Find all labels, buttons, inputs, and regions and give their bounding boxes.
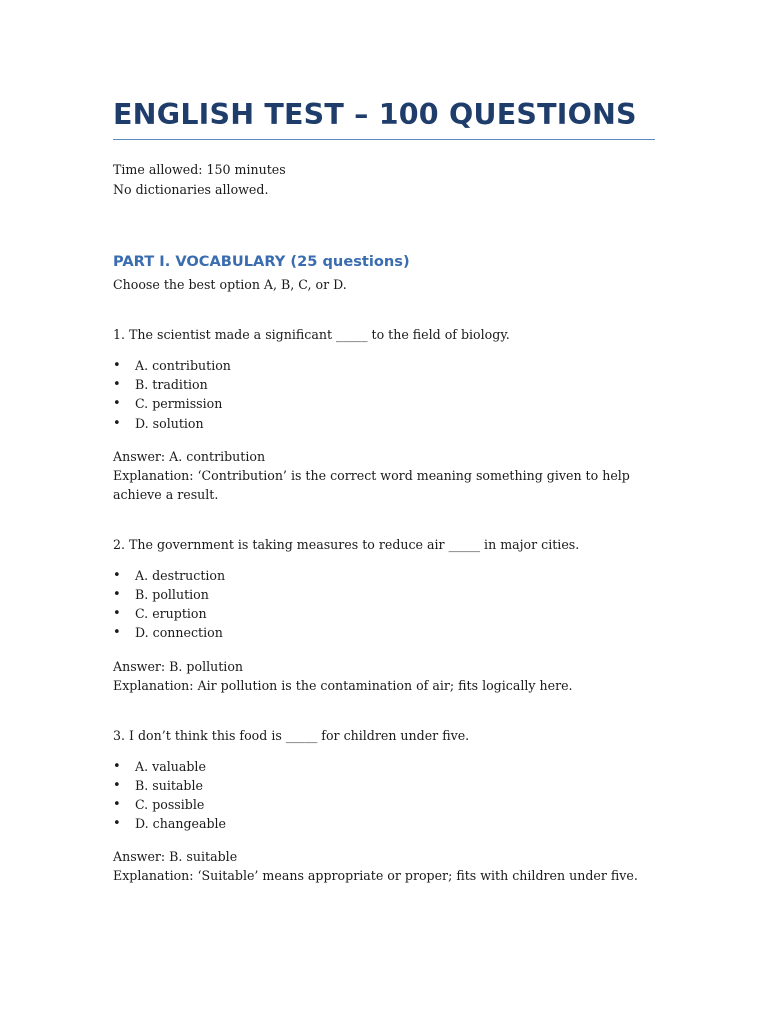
option-label: B. tradition (135, 377, 208, 393)
answer-text: Answer: B. suitable (113, 849, 238, 865)
question-block (113, 535, 655, 695)
document-title: ENGLISH TEST – 100 QUESTIONS (113, 98, 637, 131)
bullet-icon: • (113, 396, 121, 412)
test-meta (113, 160, 655, 199)
option-item (113, 356, 655, 375)
part-instruction: Choose the best option A, B, C, or D. (113, 277, 347, 292)
option-item (113, 776, 655, 795)
option-label: B. pollution (135, 587, 209, 603)
bullet-icon: • (113, 606, 121, 622)
option-item (113, 566, 655, 585)
part-heading: PART I. VOCABULARY (25 questions) (113, 253, 410, 270)
time-allowed: Time allowed: 150 minutes (113, 162, 286, 177)
option-label: A. destruction (135, 567, 226, 583)
option-list (113, 356, 655, 433)
bullet-icon: • (113, 415, 121, 431)
document-body (113, 97, 655, 885)
option-label: D. solution (135, 415, 204, 431)
option-item (113, 814, 655, 833)
option-label: C. permission (135, 396, 223, 412)
explanation-text: Explanation: ‘Contribution’ is the correct word meaning something given to help achieve a result. (113, 467, 630, 502)
answer-text: Answer: A. contribution (113, 448, 266, 464)
option-item (113, 585, 655, 604)
bullet-icon: • (113, 377, 121, 393)
bullet-icon: • (113, 358, 121, 373)
option-item (113, 623, 655, 642)
question-text: 1. The scientist made a significant _____ to the field of biology. (113, 327, 510, 342)
option-label: A. contribution (135, 358, 231, 373)
option-label: D. connection (135, 625, 223, 641)
option-item (113, 375, 655, 394)
explanation-text: Explanation: ‘Suitable’ means appropriate or proper; fits with children under five. (113, 868, 638, 884)
bullet-icon: • (113, 758, 121, 774)
option-list (113, 757, 655, 834)
bullet-icon: • (113, 797, 121, 813)
bullet-icon: • (113, 587, 121, 603)
option-item (113, 414, 655, 433)
answer-text: Answer: B. pollution (113, 658, 244, 674)
question-block (113, 325, 655, 504)
dictionaries-note: No dictionaries allowed. (113, 181, 269, 197)
option-label: C. eruption (135, 606, 207, 622)
option-item (113, 757, 655, 776)
option-list (113, 566, 655, 643)
explanation-text: Explanation: Air pollution is the contamination of air; fits logically here. (113, 677, 573, 693)
question-text: 3. I don’t think this food is _____ for children under five. (113, 727, 470, 743)
option-label: C. possible (135, 797, 205, 813)
option-label: B. suitable (135, 777, 203, 793)
title-underline (113, 139, 655, 140)
option-label: D. changeable (135, 816, 227, 832)
option-item (113, 394, 655, 413)
bullet-icon: • (113, 816, 121, 832)
question-block (113, 726, 655, 886)
bullet-icon: • (113, 625, 121, 641)
bullet-icon: • (113, 777, 121, 793)
question-text: 2. The government is taking measures to reduce air _____ in major cities. (113, 536, 580, 552)
bullet-icon: • (113, 567, 121, 583)
option-label: A. valuable (135, 758, 206, 774)
option-item (113, 604, 655, 623)
option-item (113, 795, 655, 814)
